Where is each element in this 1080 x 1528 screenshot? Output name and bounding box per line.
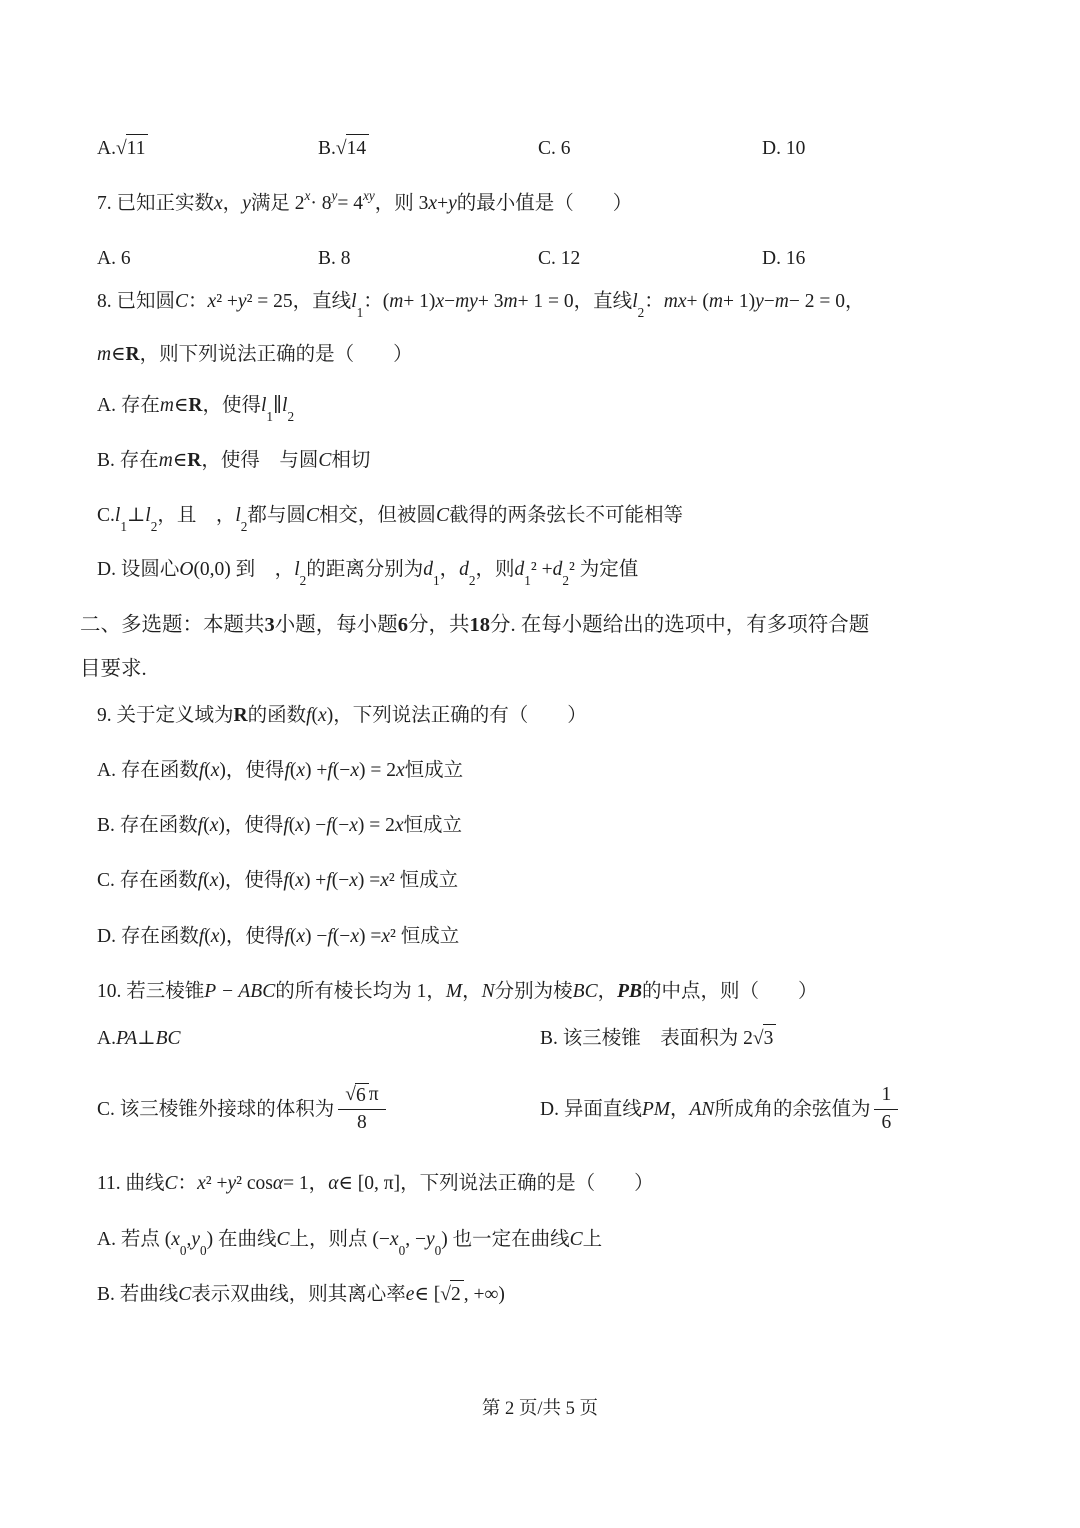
text-run: 2: [299, 572, 307, 588]
q8-option-d: [97, 556, 1040, 588]
text-run: 表示双曲线，则其离心率: [191, 1283, 406, 1305]
text-run: f: [197, 815, 204, 836]
text-run: ⊥: [126, 505, 146, 526]
text-run: x: [304, 188, 311, 203]
text-run: (−: [331, 815, 350, 836]
text-run: x: [296, 926, 306, 947]
text-run: ² = 25，直线: [246, 291, 352, 312]
q8-option-a: [97, 392, 1040, 424]
text-run: ) =: [358, 926, 382, 947]
text-run: 截得的两条弦长不可能相等: [448, 505, 683, 526]
q6-option-a: [97, 134, 318, 162]
text-run: f: [283, 815, 289, 836]
text-run: x: [435, 291, 445, 312]
text-run: √: [345, 1084, 356, 1106]
text-run: 0: [434, 1242, 442, 1258]
text-run: x: [381, 926, 390, 947]
text-run: x: [210, 926, 220, 947]
text-run: f: [284, 760, 290, 781]
text-run: ，使得: [202, 395, 261, 416]
page-number-footer: 第 2 页/共 5 页: [481, 1399, 599, 1419]
text-run: ∈: [172, 450, 188, 471]
text-run: + 1): [722, 291, 756, 312]
text-run: B. 8: [318, 248, 351, 269]
text-run: m: [159, 395, 174, 416]
text-run: PB: [617, 981, 643, 1002]
text-run: (−: [332, 926, 351, 947]
text-run: 11. 曲线: [97, 1173, 165, 1194]
text-run: 1: [881, 1084, 892, 1106]
text-run: y: [755, 291, 764, 312]
text-run: ) −: [303, 815, 327, 836]
text-run: 的最小值是（ ）: [456, 193, 633, 214]
text-run: C. 存在函数: [97, 870, 198, 891]
text-run: x: [296, 760, 306, 781]
text-run: R: [125, 344, 140, 365]
fraction-numerator: [338, 1083, 385, 1110]
text-run: 0: [200, 1242, 207, 1258]
text-run: B. 存在函数: [97, 815, 198, 836]
text-run: = 4: [337, 193, 364, 214]
text-run: −: [444, 291, 456, 312]
text-run: y: [227, 1173, 237, 1194]
text-run: f: [306, 705, 312, 726]
text-run: ，使得: [224, 815, 284, 836]
text-run: C: [569, 1229, 583, 1250]
text-run: ,: [186, 1229, 192, 1250]
text-run: d: [552, 559, 563, 580]
text-run: 的距离分别为: [306, 559, 424, 580]
text-run: 0: [398, 1242, 406, 1258]
question-7-stem: [97, 190, 1040, 217]
text-run: ) =: [357, 870, 381, 891]
text-run: B. 若曲线: [97, 1283, 179, 1305]
text-run: ，: [597, 981, 618, 1002]
text-run: d: [423, 559, 433, 580]
text-run: + 1 = 0，直线: [517, 291, 633, 312]
text-run: D. 存在函数: [97, 926, 199, 947]
text-run: α: [272, 1173, 284, 1194]
text-run: 分别为棱: [494, 981, 573, 1002]
text-run: P − ABC: [204, 981, 276, 1002]
text-run: l: [114, 505, 121, 526]
text-run: ，: [439, 559, 460, 580]
text-run: , +∞): [463, 1283, 505, 1305]
text-run: A. 存在函数: [97, 760, 199, 781]
text-run: ，下列说法正确的有（ ）: [333, 705, 587, 726]
text-run: + 1): [403, 291, 436, 312]
text-run: 满足 2: [250, 193, 305, 214]
text-run: 7. 已知正实数: [97, 193, 215, 214]
text-run: − 2 = 0，: [788, 291, 865, 312]
text-run: 1: [120, 518, 127, 534]
text-run: 相交，但被圆: [318, 505, 436, 526]
text-run: ，则 3: [374, 193, 429, 214]
text-run: D. 10: [762, 137, 806, 159]
text-run: AN: [689, 1098, 715, 1120]
q7-option-b: [318, 245, 538, 272]
text-run: xy: [363, 188, 375, 203]
text-run: ∈ [0, π]，下列说法正确的是（ ）: [338, 1173, 654, 1194]
text-run: R: [188, 395, 203, 416]
text-run: A.: [97, 1027, 116, 1049]
text-run: ): [219, 926, 226, 947]
text-run: (0,0) 到 ，: [193, 559, 295, 580]
text-run: ，使得: [225, 760, 285, 781]
text-run: C. 该三棱锥外接球的体积为: [97, 1098, 335, 1120]
text-run: A. 若点 (: [97, 1229, 172, 1250]
fraction-denominator: [357, 1110, 367, 1135]
text-run: 2: [562, 572, 569, 588]
text-run: C. 12: [538, 248, 581, 269]
text-run: ) +: [305, 760, 328, 781]
text-run: ² +: [216, 291, 238, 312]
text-run: ) +: [303, 870, 327, 891]
text-run: 10. 若三棱锥: [97, 981, 205, 1002]
text-run: x: [350, 760, 359, 781]
text-run: x: [171, 1229, 180, 1250]
text-run: 所成角的余弦值为: [714, 1098, 871, 1120]
q10-option-d: [540, 1083, 1030, 1135]
text-run: (: [289, 760, 297, 781]
text-run: ∈: [173, 395, 189, 416]
text-run: x: [395, 760, 405, 781]
q6-option-b: [318, 134, 538, 162]
text-run: ：: [188, 291, 208, 312]
text-run: B.: [318, 137, 336, 159]
text-run: √: [115, 137, 127, 159]
text-run: 6: [355, 1083, 369, 1108]
text-run: m: [503, 291, 518, 312]
text-run: · 8: [310, 193, 332, 214]
text-run: 2: [450, 1280, 464, 1308]
text-run: N: [481, 981, 495, 1002]
text-run: 1: [433, 572, 440, 588]
text-run: 上，则点 (−: [289, 1229, 390, 1250]
text-run: ∈: [111, 344, 126, 365]
text-run: d: [514, 559, 525, 580]
text-run: ² cos: [236, 1173, 273, 1194]
text-run: x: [295, 870, 304, 891]
text-run: f: [283, 870, 289, 891]
text-run: 1: [524, 572, 531, 588]
q7-option-c: [538, 245, 762, 272]
q7-option-d: [762, 245, 1030, 272]
q9-option-a: [97, 757, 1040, 784]
text-run: 8: [357, 1112, 367, 1133]
text-run: 目要求.: [80, 658, 147, 680]
q10-option-c: [97, 1083, 540, 1136]
q7-options-row: [97, 245, 1030, 272]
text-run: ² 恒成立: [390, 926, 460, 947]
q6-option-c: [538, 134, 762, 162]
text-run: y: [242, 193, 251, 214]
text-run: C.: [97, 505, 115, 526]
text-run: PM: [641, 1098, 670, 1120]
text-run: m: [97, 344, 112, 365]
q10-options-row-ab: [97, 1024, 1030, 1052]
text-run: 恒成立: [404, 760, 464, 781]
text-run: ：: [177, 1173, 198, 1194]
text-run: 上: [582, 1229, 603, 1250]
text-run: ，且 ，: [157, 505, 236, 526]
text-run: C: [276, 1229, 290, 1250]
text-run: (−: [331, 870, 350, 891]
text-run: x: [209, 815, 219, 836]
text-run: ，使得 与圆: [201, 450, 319, 471]
text-run: ：: [644, 291, 664, 312]
q8-option-b: [97, 447, 1040, 474]
text-run: (: [288, 815, 296, 836]
text-run: 6: [881, 1111, 892, 1133]
text-run: R: [233, 705, 248, 726]
text-run: 恒成立: [403, 815, 463, 836]
text-run: (: [204, 760, 211, 781]
fraction: [338, 1083, 385, 1136]
text-run: 1: [356, 304, 364, 320]
text-run: l: [282, 395, 288, 416]
text-run: x: [214, 193, 223, 214]
text-run: A.: [97, 137, 116, 159]
question-9-stem: [97, 702, 1040, 729]
text-run: d: [459, 559, 469, 580]
text-run: x: [349, 870, 358, 891]
text-run: ，使得: [224, 870, 284, 891]
section-2-header-line2: [80, 656, 1040, 683]
text-run: 分，共: [408, 614, 470, 636]
text-run: 6: [397, 614, 408, 636]
text-run: B. 存在: [97, 450, 159, 471]
text-run: x: [389, 1229, 399, 1250]
text-run: ) 也一定在曲线: [441, 1229, 570, 1250]
q11-option-b: [97, 1280, 1040, 1308]
text-run: y: [191, 1229, 201, 1250]
text-run: (: [204, 926, 211, 947]
text-run: ∈ [: [414, 1283, 441, 1305]
text-run: m: [708, 291, 723, 312]
text-run: O: [179, 559, 194, 580]
text-run: 2: [468, 572, 476, 588]
text-run: mx: [663, 291, 687, 312]
text-run: ): [218, 815, 225, 836]
text-run: 二、多选题：本题共: [80, 614, 265, 636]
text-run: + (: [686, 291, 709, 312]
text-run: √: [335, 137, 347, 159]
text-run: x: [380, 870, 389, 891]
text-run: x: [350, 926, 359, 947]
text-run: f: [326, 870, 332, 891]
text-run: ) = 2: [358, 760, 396, 781]
text-run: 1: [266, 408, 274, 424]
text-run: (: [288, 870, 296, 891]
text-run: f: [197, 870, 204, 891]
text-run: ² +: [205, 1173, 228, 1194]
text-run: f: [284, 926, 290, 947]
text-run: √: [440, 1283, 451, 1305]
text-run: x: [394, 815, 404, 836]
text-run: x: [209, 870, 219, 891]
text-run: C: [305, 505, 319, 526]
text-run: ² +: [530, 559, 553, 580]
text-run: my: [455, 291, 478, 312]
text-run: D. 16: [762, 248, 806, 269]
text-run: x: [428, 193, 438, 214]
text-run: y: [331, 188, 338, 203]
q6-option-d: [762, 134, 1030, 162]
text-run: = 1，: [283, 1173, 329, 1194]
fraction-denominator: [881, 1110, 891, 1135]
text-run: f: [326, 815, 332, 836]
text-run: A. 6: [97, 248, 131, 269]
text-run: , −: [405, 1229, 426, 1250]
text-run: ，使得: [225, 926, 285, 947]
text-run: 都与圆: [247, 505, 306, 526]
text-run: −: [763, 291, 775, 312]
text-run: ² 为定值: [569, 559, 639, 580]
q10-option-a: [97, 1024, 540, 1052]
text-run: BC: [155, 1027, 181, 1049]
text-run: m: [774, 291, 789, 312]
text-run: 分. 在每小题给出的选项中，有多项符合题: [490, 614, 870, 636]
text-run: ): [219, 760, 226, 781]
text-run: ⊥: [137, 1027, 156, 1049]
text-run: (: [311, 705, 319, 726]
text-run: ，: [462, 981, 482, 1002]
text-run: D. 异面直线: [540, 1098, 642, 1120]
q11-option-a: [97, 1226, 1040, 1258]
text-run: ² 恒成立: [388, 870, 459, 891]
text-run: 2: [240, 518, 248, 534]
text-run: (−: [332, 760, 351, 781]
text-run: ) −: [305, 926, 328, 947]
text-run: x: [207, 291, 217, 312]
text-run: 2: [287, 408, 295, 424]
text-run: ∥: [273, 395, 283, 416]
text-run: √: [752, 1027, 764, 1049]
text-run: f: [327, 760, 333, 781]
text-run: + 3: [477, 291, 504, 312]
text-run: 8. 已知圆: [97, 291, 176, 312]
text-run: BC: [572, 981, 598, 1002]
text-run: l: [145, 505, 151, 526]
text-run: 小题，每小题: [274, 614, 398, 636]
q7-option-a: [97, 245, 318, 272]
fraction-numerator: [874, 1083, 898, 1109]
text-run: α: [328, 1173, 339, 1194]
text-run: x: [197, 1173, 206, 1194]
section-2-header-line1: [80, 612, 1040, 639]
text-run: f: [327, 926, 333, 947]
text-run: l: [351, 291, 357, 312]
text-run: f: [198, 926, 205, 947]
text-run: (: [203, 870, 210, 891]
text-run: (: [289, 926, 297, 947]
text-run: 9. 关于定义域为: [97, 705, 234, 726]
text-run: C: [318, 450, 332, 471]
text-run: M: [445, 981, 463, 1002]
text-run: x: [295, 815, 304, 836]
text-run: 相切: [331, 450, 371, 471]
text-run: 3: [264, 614, 275, 636]
text-run: 0: [179, 1242, 187, 1258]
text-run: x: [318, 705, 327, 726]
text-run: x: [210, 760, 220, 781]
text-run: π: [368, 1084, 379, 1106]
text-run: A. 存在: [97, 395, 160, 416]
text-run: 的中点，则（ ）: [642, 981, 818, 1002]
text-run: y: [237, 291, 247, 312]
text-run: +: [437, 193, 449, 214]
text-run: C. 6: [538, 137, 571, 159]
q9-option-b: [97, 812, 1040, 839]
text-run: y: [425, 1229, 435, 1250]
text-run: l: [294, 559, 300, 580]
fraction: [874, 1083, 898, 1135]
text-run: C: [175, 291, 189, 312]
text-run: D. 设圆心: [97, 559, 180, 580]
text-run: 2: [150, 518, 158, 534]
text-run: l: [235, 505, 241, 526]
text-run: f: [198, 760, 205, 781]
text-run: ) 在曲线: [206, 1229, 277, 1250]
q10-option-b: [540, 1024, 1030, 1052]
question-10-stem: [97, 978, 1040, 1005]
q6-options-row: [97, 134, 1030, 162]
text-run: PA: [115, 1027, 138, 1049]
text-run: 的函数: [247, 705, 307, 726]
text-run: ：(: [363, 291, 390, 312]
text-run: l: [632, 291, 638, 312]
text-run: ) = 2: [357, 815, 395, 836]
text-run: C: [164, 1173, 178, 1194]
text-run: 14: [346, 134, 370, 162]
text-run: l: [260, 395, 267, 416]
text-run: 2: [637, 304, 645, 320]
text-run: C: [435, 505, 449, 526]
text-run: x: [349, 815, 358, 836]
text-run: ): [218, 870, 225, 891]
text-run: 3: [763, 1024, 777, 1052]
q8-option-c: [97, 502, 1040, 534]
text-run: (: [203, 815, 210, 836]
text-run: 11: [126, 134, 149, 162]
text-run: R: [187, 450, 202, 471]
text-run: ): [326, 705, 334, 726]
text-run: 的所有棱长均为 1，: [275, 981, 446, 1002]
text-run: ，则下列说法正确的是（ ）: [139, 344, 413, 365]
question-8-stem-line2: [97, 341, 1040, 368]
text-run: B. 该三棱锥 表面积为 2: [540, 1027, 753, 1049]
text-run: m: [158, 450, 173, 471]
text-run: e: [405, 1283, 415, 1305]
text-run: ，: [222, 193, 243, 214]
q9-option-c: [97, 867, 1040, 894]
text-run: ，: [670, 1098, 690, 1120]
q9-option-d: [97, 923, 1040, 950]
text-run: 18: [469, 614, 490, 636]
question-8-stem-line1: [97, 288, 1040, 320]
text-run: ，则: [475, 559, 515, 580]
question-11-stem: [97, 1170, 1040, 1197]
q10-options-row-cd: [97, 1072, 1030, 1146]
text-run: m: [389, 291, 404, 312]
text-run: y: [448, 193, 457, 214]
text-run: C: [178, 1283, 192, 1305]
